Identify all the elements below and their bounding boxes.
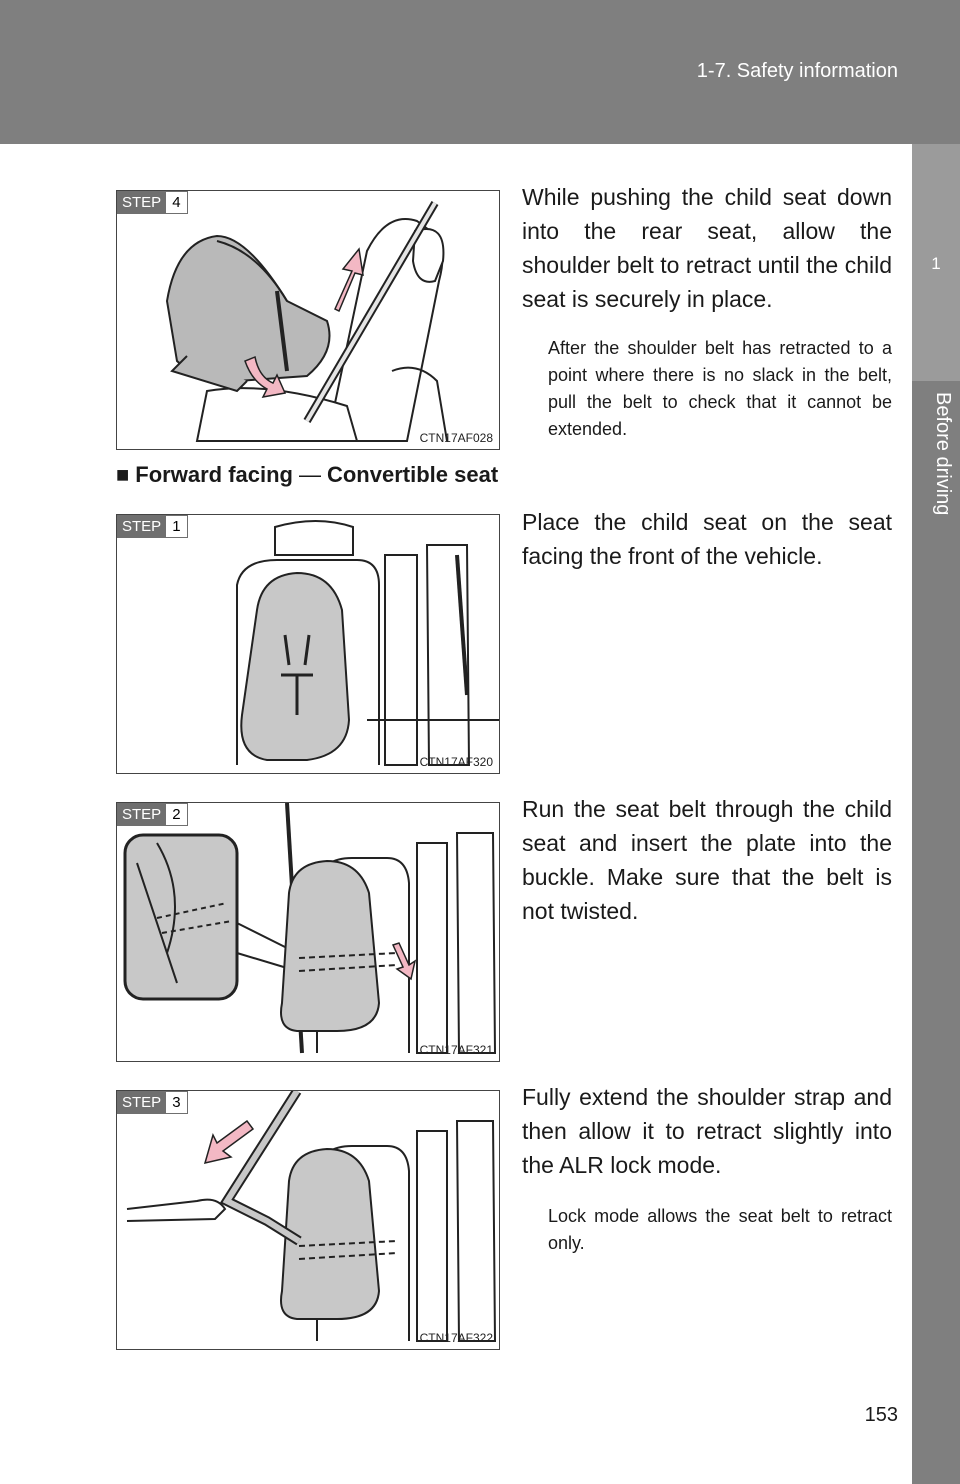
figure-step-4 [116, 190, 500, 450]
figure-step-1 [116, 514, 500, 774]
step-2-instruction: Run the seat belt through the child seat and insert the plate into the buckle. Make sure that the belt is not twisted. [522, 796, 892, 924]
extend-shoulder-strap-illustration [117, 1091, 500, 1350]
figure-step-2 [116, 802, 500, 1062]
figure-code: CTN17AF322 [419, 1331, 493, 1345]
header-title: 1-7. Safety information [696, 60, 898, 82]
figure-code: CTN17AF320 [419, 755, 493, 769]
step-badge: STEP 4 [117, 191, 188, 214]
step-1-instruction: Place the child seat on the seat facing the front of the vehicle. [522, 509, 892, 569]
step-badge: STEP 2 [117, 803, 188, 826]
figure-code: CTN17AF028 [419, 431, 493, 445]
step-3-instruction: Fully extend the shoulder strap and then allow it to retract slightly into the ALR lock mode. [522, 1084, 892, 1178]
step-badge: STEP 3 [117, 1091, 188, 1114]
step-3-note: Lock mode allows the seat belt to retract only. [548, 1206, 892, 1253]
belt-through-child-seat-illustration [117, 803, 500, 1062]
step-4-note: After the shoulder belt has retracted to a point where there is no slack in the belt, pull the belt to check that it cannot be extended. [548, 338, 892, 439]
child-seat-rear-facing-illustration [117, 191, 500, 450]
figure-step-3 [116, 1090, 500, 1350]
figure-code: CTN17AF321 [419, 1043, 493, 1057]
side-tab-label: Before driving [932, 392, 954, 516]
step-4-instruction: While pushing the child seat down into the rear seat, allow the shoulder belt to retract until the child seat is securely in place. [522, 184, 892, 312]
step-badge: STEP 1 [117, 515, 188, 538]
child-seat-on-rear-seat-illustration [117, 515, 500, 774]
side-tab-number: 1 [931, 254, 941, 273]
page-number: 153 [864, 1404, 898, 1426]
section-heading: ■ Forward facing — Convertible seat [116, 462, 499, 487]
